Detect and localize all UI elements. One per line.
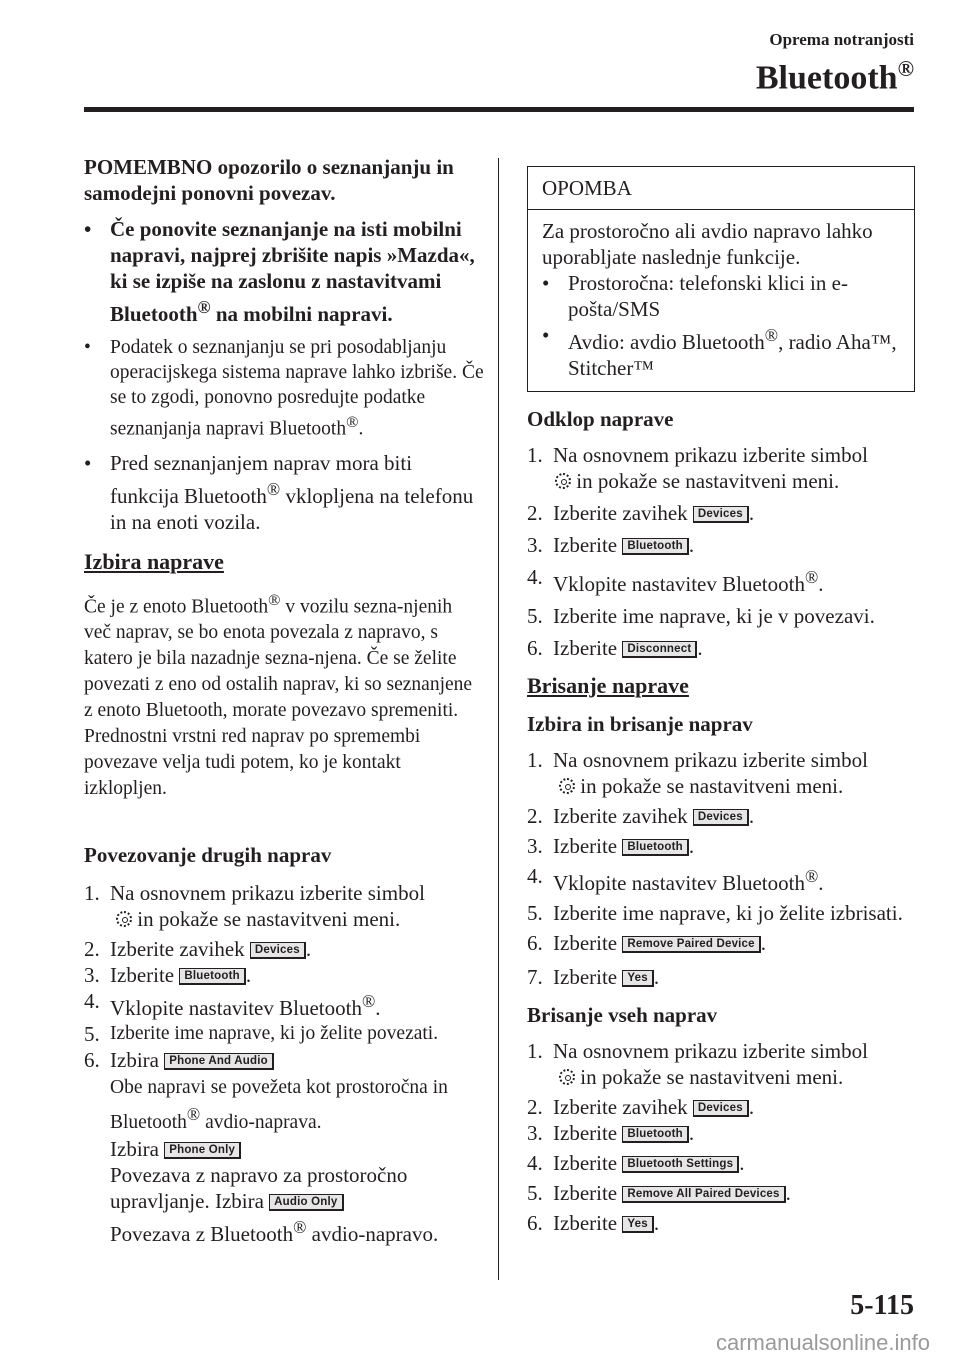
bullet-text: Pred seznanjanjem naprav mora biti funkcija Bluetooth [110,450,413,508]
registered-mark: ® [361,991,376,1011]
step: 3. Izberite Bluetooth . [527,533,695,557]
step: 4. Vklopite nastavitev Bluetooth®. [527,864,824,895]
bullet-dot: • [542,323,550,347]
bullet-text: Podatek o seznanjanju se pri posodabljanju operacijskega sistema naprave lahko izbriše. Če se to zgodi, ponovno posredujte podatke seznanjanja napravi Bluetooth [110,337,484,440]
subsection-heading: Brisanje vseh naprav [527,1003,718,1027]
yes-button[interactable]: Yes [622,1216,653,1233]
bullet-dot: • [84,337,91,358]
note-bullet: • Prostoročna: telefonski klici in e-pošta/SMS [542,271,848,321]
step: 3. Izberite Bluetooth . [527,1121,695,1145]
registered-mark: ® [186,1104,201,1124]
bluetooth-settings-button[interactable]: Bluetooth Settings [622,1156,739,1173]
registered-mark: ® [293,1217,307,1237]
gear-icon [555,473,571,489]
yes-button[interactable]: Yes [622,970,653,987]
step: 4. Vklopite nastavitev Bluetooth®. [527,565,824,596]
devices-button[interactable]: Devices [693,809,749,826]
left-column [84,154,484,1247]
gear-icon [116,911,132,927]
step: 1. Na osnovnem prikazu izberite simbol in pokaže se nastavitveni meni. [84,881,425,931]
page-number: 5-115 [850,1290,914,1321]
registered-mark: ® [197,297,211,317]
subsection-heading: Povezovanje drugih naprav [84,843,332,867]
section-heading: Brisanje naprave [527,673,689,698]
note-bullet: • Avdio: avdio Bluetooth®, radio Aha™, Stitcher™ [542,323,897,380]
bluetooth-button[interactable]: Bluetooth [622,538,688,555]
step: 2. Izberite zavihek Devices . [527,501,755,525]
phone-and-audio-button[interactable]: Phone And Audio [164,1053,274,1070]
step: 4. Izberite Bluetooth Settings . [527,1151,745,1175]
note-bullet [84,450,484,535]
bullet-dot: • [84,217,92,241]
header-section: Oprema notranjosti [769,30,914,49]
registered-mark: ® [266,478,281,499]
remove-all-paired-devices-button[interactable]: Remove All Paired Devices [622,1186,785,1203]
step: 6. Izbira Phone And Audio Obe napravi se povežeta kot prostoročna in Bluetooth® avdio-naprava. Izbira Phone Only Povezava z napravo za prostoročno upravljanje. Izbira Audio Only Povezava z Bluetooth® avdio-napravo. [84,1048,448,1246]
gear-icon [559,1069,575,1085]
step: 5. Izberite Remove All Paired Devices . [527,1181,791,1205]
step: 1. Na osnovnem prikazu izberite simbol in pokaže se nastavitveni meni. [527,1039,868,1089]
registered-mark: ® [346,413,359,431]
step: 6. Izberite Disconnect . [527,636,703,660]
note-bullet [84,335,484,442]
bullet-text-tail: na mobilni napravi. [210,302,393,326]
registered-mark: ® [268,590,281,609]
devices-button[interactable]: Devices [693,1100,749,1117]
step: 1. Na osnovnem prikazu izberite simbol in pokaže se nastavitveni meni. [527,748,868,798]
bullet-dot: • [542,271,550,295]
step-number: 1. [84,881,100,905]
step: 1. Na osnovnem prikazu izberite simbol in pokaže se nastavitveni meni. [527,443,868,493]
note-box [527,166,915,392]
step-number: 3. [84,963,100,987]
page-title [756,56,914,97]
header-rule [84,107,914,112]
step: 2. Izberite zavihek Devices . [527,1095,755,1119]
bullet-dot: • [84,450,92,475]
registered-mark: ® [764,325,779,345]
audio-only-button[interactable]: Audio Only [269,1194,343,1211]
step: 3. Izberite Bluetooth . [84,963,252,987]
step: 6. Izberite Yes . [527,1211,660,1235]
step: 4. Vklopite nastavitev Bluetooth®. [84,989,381,1020]
bullet-text-tail: . [358,418,364,440]
bullet-text-tail: vklopljena na telefonu in na enoti vozila. [110,483,474,534]
step: 5. Izberite ime naprave, ki jo želite izbrisati. [527,901,903,925]
step-number: 4. [84,989,100,1013]
step: 7. Izberite Yes . [527,965,660,989]
devices-button[interactable]: Devices [693,506,749,523]
important-title: POMEMBNO opozorilo o seznanjanju in samodejni ponovni povezav. [84,155,454,205]
right-column [527,166,915,1236]
footer-watermark: carmanualsonline.info [715,1330,930,1355]
disconnect-button[interactable]: Disconnect [622,641,697,658]
step-number: 5. [84,1022,100,1046]
phone-only-button[interactable]: Phone Only [164,1142,241,1159]
important-bullet [84,216,484,327]
page-title-text: Bluetooth [755,59,898,97]
bluetooth-button[interactable]: Bluetooth [622,839,688,856]
bullet-text: Če ponovite seznanjanje na isti mobilni napravi, najprej zbrišite napis »Mazda«, ki se izpiše na zaslonu z nastavitvami Bluetooth [110,217,475,326]
note-text: Za prostoročno ali avdio napravo lahko uporabljate naslednje funkcije. [542,219,873,269]
registered-mark: ® [897,56,914,81]
remove-paired-device-button[interactable]: Remove Paired Device [622,936,760,953]
step-number: 6. [84,1048,100,1072]
bluetooth-button[interactable]: Bluetooth [179,968,245,985]
devices-button[interactable]: Devices [250,942,306,959]
step: 6. Izberite Remove Paired Device . [527,931,766,955]
step: 3. Izberite Bluetooth . [527,834,695,858]
subsection-heading: Izbira in brisanje naprav [527,712,753,736]
section-paragraph: Če je z enoto Bluetooth® v vozilu sezna-njenih več naprav, se bo enota povezala z napravo, s katero je bila nazadnje sezna-njena. Če se želite povezati z eno od ostalih naprav, ki so seznanjene z enoto Bluetooth, morate povezavo spremeniti. Prednostni vrstni red naprav po spremembi povezave velja tudi potem, ko je kontakt izklopljen. [84,590,473,799]
step: 2. Izberite zavihek Devices . [527,804,755,828]
step: 2. Izberite zavihek Devices . [84,937,312,961]
note-title: OPOMBA [528,167,914,210]
subsection-heading: Odklop naprave [527,407,674,431]
section-heading: Izbira naprave [84,548,224,574]
step-number: 2. [84,937,100,961]
column-divider [498,158,499,1280]
bluetooth-button[interactable]: Bluetooth [622,1126,688,1143]
gear-icon [559,778,575,794]
step: 5. Izberite ime naprave, ki je v povezavi. [527,604,875,628]
step: 5. Izberite ime naprave, ki jo želite povezati. [84,1022,439,1046]
